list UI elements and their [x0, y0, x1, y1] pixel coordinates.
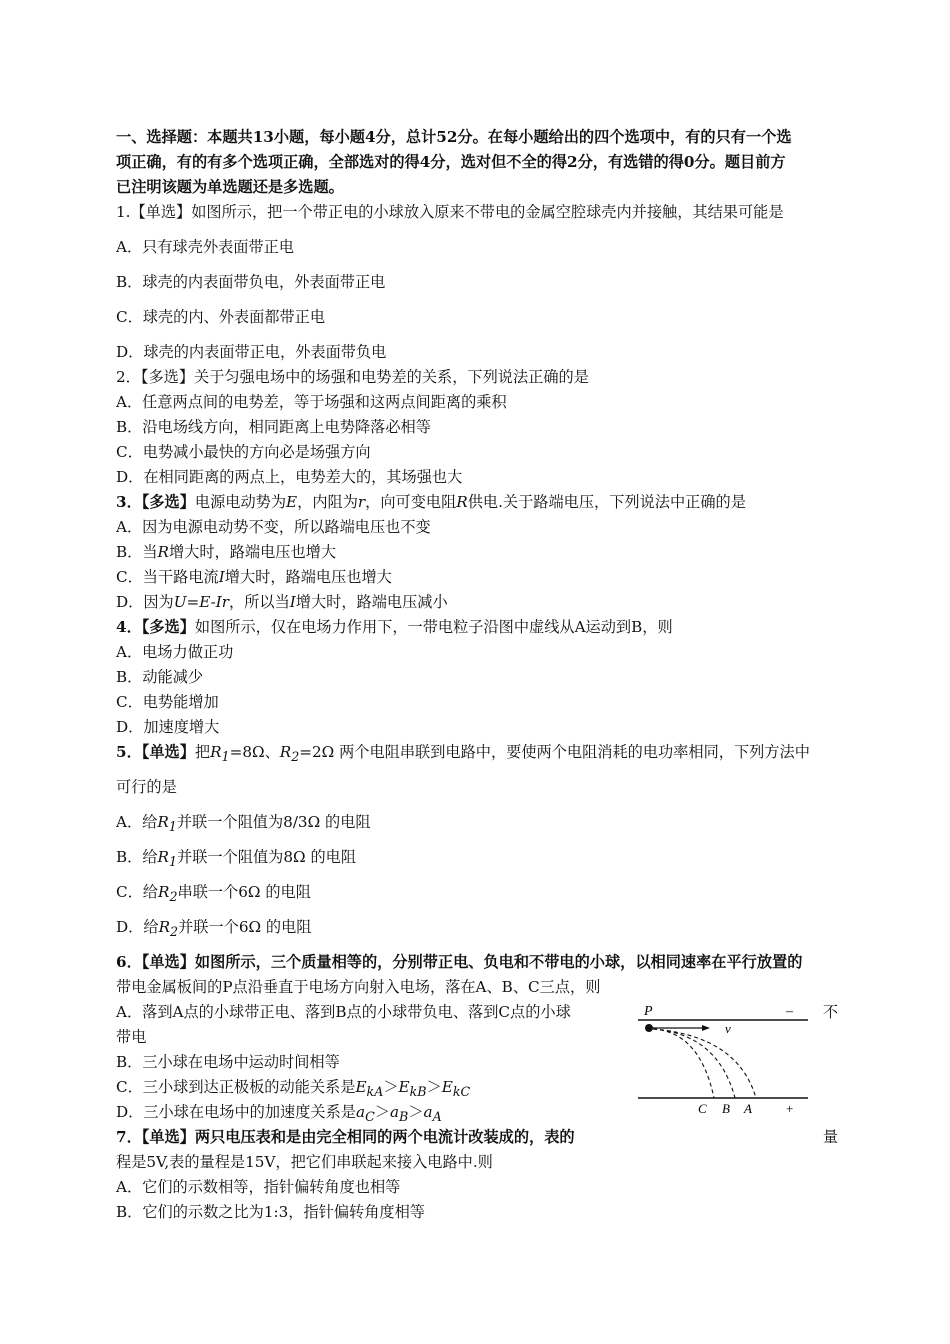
section-heading-line3: 已注明该题为单选题还是多选题。 — [116, 178, 344, 196]
q7-stem-line1: 7．【单选】两只电压表和是由完全相同的两个电流计改装成的，表的 量 — [116, 1128, 838, 1146]
q3-option-c: C．当干路电流I增大时，路端电压也增大 — [116, 568, 392, 586]
q2-option-c: C．电势减小最快的方向必是场强方向 — [116, 443, 371, 461]
q5-stem-line2: 可行的是 — [116, 778, 177, 796]
trajectory-a — [653, 1029, 756, 1098]
q3-option-a: A．因为电源电动势不变，所以路端电压也不变 — [116, 518, 431, 536]
ball-p — [645, 1024, 653, 1032]
q2-option-a: A．任意两点间的电势差，等于场强和这两点间距离的乘积 — [116, 393, 507, 411]
q3-stem: 3．【多选】电源电动势为E，内阻为r，向可变电阻R供电.关于路端电压，下列说法中正确的是 — [116, 493, 746, 511]
q2-option-b: B．沿电场线方向，相同距离上电势降落必相等 — [116, 418, 431, 436]
label-a: A — [744, 1101, 752, 1116]
q6-option-c: C．三小球到达正极板的动能关系是$E_{kA}>E_{kB}>E_{kC}$ — [116, 1078, 471, 1100]
label-p: P — [644, 1004, 653, 1019]
label-plus: + — [786, 1101, 794, 1116]
q6-block — [116, 1000, 838, 1150]
label-b: B — [722, 1101, 730, 1116]
q5-option-c: C．给$R_2$串联一个6Ω 的电阻 — [116, 883, 311, 905]
q1-option-b: B．球壳的内表面带负电，外表面带正电 — [116, 273, 386, 291]
q5-option-a: A．给$R_1$并联一个阻值为8/3Ω 的电阻 — [116, 813, 371, 835]
trajectory-c — [653, 1029, 714, 1098]
q6-option-a-cont: 带电 — [116, 1028, 147, 1046]
q1-option-d: D．球壳的内表面带正电，外表面带负电 — [116, 343, 387, 361]
q5-stem: 5．【单选】把$R_1=8\Omega$、$R_2=2\Omega$ 两个电阻串联到电路中，要使两个电阻消耗的电功率相同，下列方法中 — [116, 743, 810, 765]
q7-option-a: A．它们的示数相等，指针偏转角度也相等 — [116, 1178, 401, 1196]
q7-option-b: B．它们的示数之比为1:3，指针偏转角度相等 — [116, 1203, 425, 1221]
label-c: C — [698, 1101, 707, 1116]
arrow-head-icon — [702, 1025, 710, 1031]
q2-stem: 2．【多选】关于匀强电场中的场强和电势差的关系，下列说法正确的是 — [116, 368, 589, 386]
q1-stem: 1.【单选】如图所示，把一个带正电的小球放入原来不带电的金属空腔球壳内并接触，其结果可能是 — [116, 203, 784, 221]
label-minus: – — [786, 1004, 793, 1019]
trajectory-b — [653, 1029, 735, 1098]
section-heading-line2: 项正确，有的有多个选项正确，全部选对的得4分，选对但不全的得2分，有选错的得0分。题目前方 — [116, 153, 786, 171]
exam-page — [116, 125, 838, 1225]
q4-option-d: D．加速度增大 — [116, 718, 220, 736]
q5-option-d: D．给$R_2$并联一个6Ω 的电阻 — [116, 918, 312, 940]
q4-option-b: B．动能减少 — [116, 668, 204, 686]
q3-option-d: D．因为U=E-Ir，所以当I增大时，路端电压减小 — [116, 593, 448, 611]
q6-stem-line1: 6．【单选】如图所示，三个质量相等的，分别带正电、负电和不带电的小球，以相同速率在平行放置的 — [116, 953, 803, 971]
label-v: v — [725, 1021, 731, 1036]
q2-option-d: D．在相同距离的两点上，电势差大的，其场强也大 — [116, 468, 463, 486]
q6-stem-line2: 带电金属板间的P点沿垂直于电场方向射入电场，落在A、B、C三点，则 — [116, 978, 601, 996]
q1-option-a: A．只有球壳外表面带正电 — [116, 238, 295, 256]
q5-option-b: B．给$R_1$并联一个阻值为8Ω 的电阻 — [116, 848, 357, 870]
q4-stem: 4．【多选】如图所示，仅在电场力作用下，一带电粒子沿图中虚线从A运动到B，则 — [116, 618, 673, 636]
q6-option-b: B．三小球在电场中运动时间相等 — [116, 1053, 340, 1071]
q4-option-a: A．电场力做正功 — [116, 643, 234, 661]
q3-option-b: B．当R增大时，路端电压也增大 — [116, 543, 337, 561]
q6-option-d: D．三小球在电场中的加速度关系是$a_C>a_B>a_A$ — [116, 1103, 442, 1125]
q6-option-a: A．落到A点的小球带正电、落到B点的小球带负电、落到C点的小球 不 — [116, 1003, 838, 1021]
q7-stem-line2: 程是5V,表的量程是15V，把它们串联起来接入电路中.则 — [116, 1153, 493, 1171]
section-heading-line1: 一、选择题：本题共13小题，每小题4分，总计52分。在每小题给出的四个选项中，有的只有一个选 — [116, 128, 792, 146]
q4-option-c: C．电势能增加 — [116, 693, 219, 711]
q1-option-c: C．球壳的内、外表面都带正电 — [116, 308, 326, 326]
